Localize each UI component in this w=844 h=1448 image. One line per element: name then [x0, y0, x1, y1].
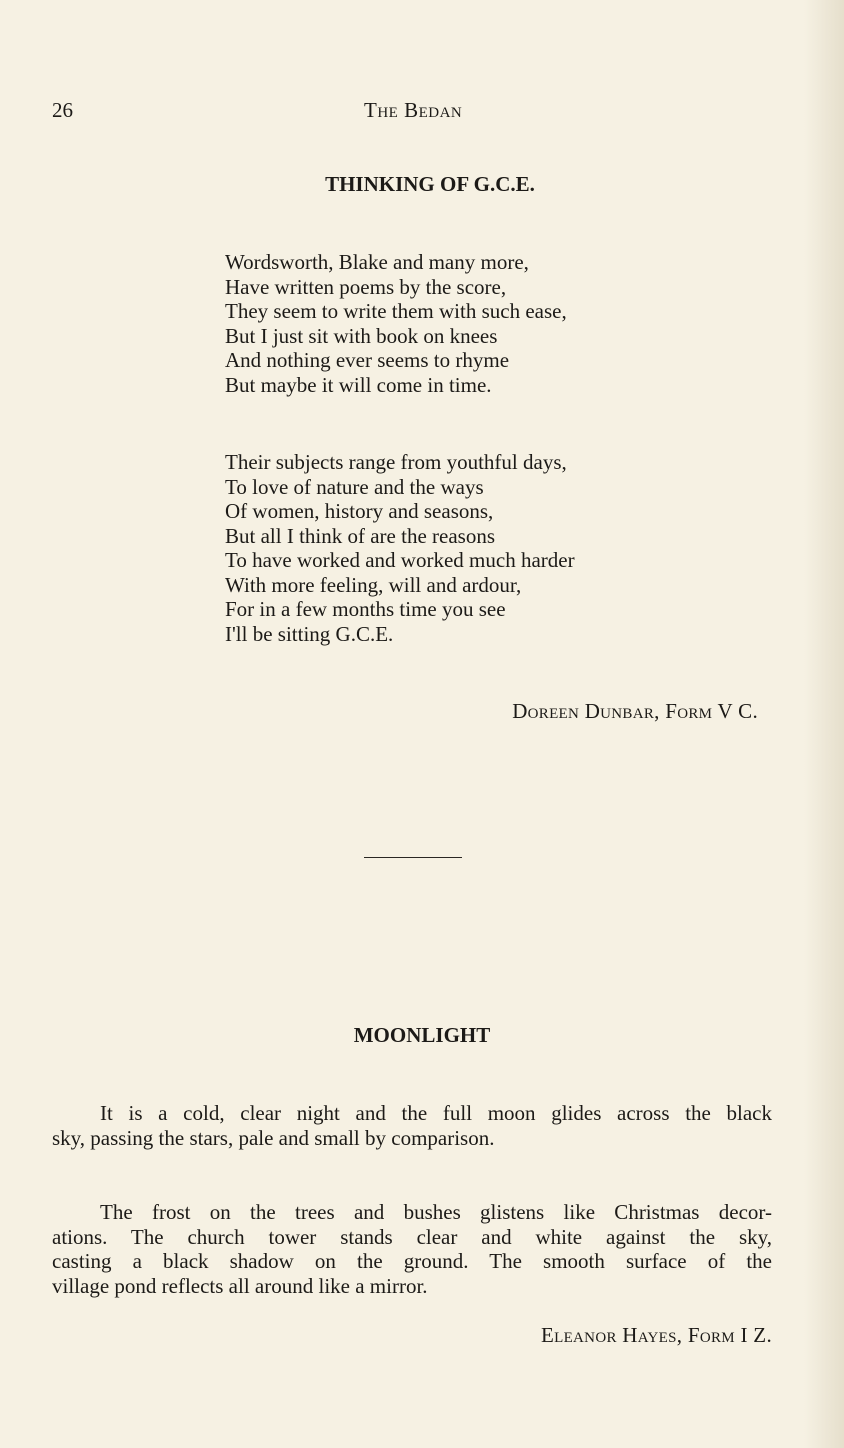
- page-number: 26: [52, 98, 73, 122]
- poem-line: They seem to write them with such ease,: [225, 299, 567, 323]
- poem-author: Doreen Dunbar, Form V C.: [512, 699, 758, 723]
- poem-stanza-2: [225, 450, 575, 646]
- poem-title: THINKING OF G.C.E.: [325, 172, 535, 196]
- prose-author: Eleanor Hayes, Form I Z.: [541, 1323, 772, 1347]
- poem-stanza-1: [225, 250, 567, 397]
- poem-line: I'll be sitting G.C.E.: [225, 621, 394, 646]
- poem-line: But maybe it will come in time.: [225, 372, 492, 397]
- prose-paragraph-1: [52, 1101, 772, 1150]
- poem-line: But I just sit with book on knees: [225, 323, 498, 348]
- poem-line: To love of nature and the ways: [225, 474, 484, 499]
- poem-line: To have worked and worked much harder: [225, 548, 575, 572]
- section-divider: [364, 857, 462, 858]
- page-edge-shadow: [804, 0, 844, 1448]
- poem-line: Their subjects range from youthful days,: [225, 450, 567, 474]
- poem-line: But all I think of are the reasons: [225, 523, 496, 548]
- running-title: The Bedan: [364, 98, 463, 122]
- poem-line: For in a few months time you see: [225, 597, 506, 621]
- poem-line: And nothing ever seems to rhyme: [225, 348, 510, 372]
- poem-line: Wordsworth, Blake and many more,: [225, 250, 529, 274]
- prose-line: casting a black shadow on the ground. The smooth surface of the: [52, 1249, 772, 1273]
- prose-title: MOONLIGHT: [353, 1023, 491, 1047]
- prose-line: sky, passing the stars, pale and small by comparison.: [52, 1125, 495, 1150]
- poem-line: Of women, history and seasons,: [225, 499, 494, 523]
- prose-line: The frost on the trees and bushes glistens like Christmas decor-: [100, 1200, 772, 1224]
- prose-line: ations. The church tower stands clear and white against the sky,: [52, 1224, 772, 1249]
- poem-line: Have written poems by the score,: [225, 274, 507, 299]
- prose-paragraph-2: [52, 1200, 772, 1298]
- prose-line: It is a cold, clear night and the full moon glides across the black: [100, 1101, 772, 1125]
- prose-line: village pond reflects all around like a mirror.: [52, 1273, 428, 1298]
- poem-line: With more feeling, will and ardour,: [225, 572, 522, 597]
